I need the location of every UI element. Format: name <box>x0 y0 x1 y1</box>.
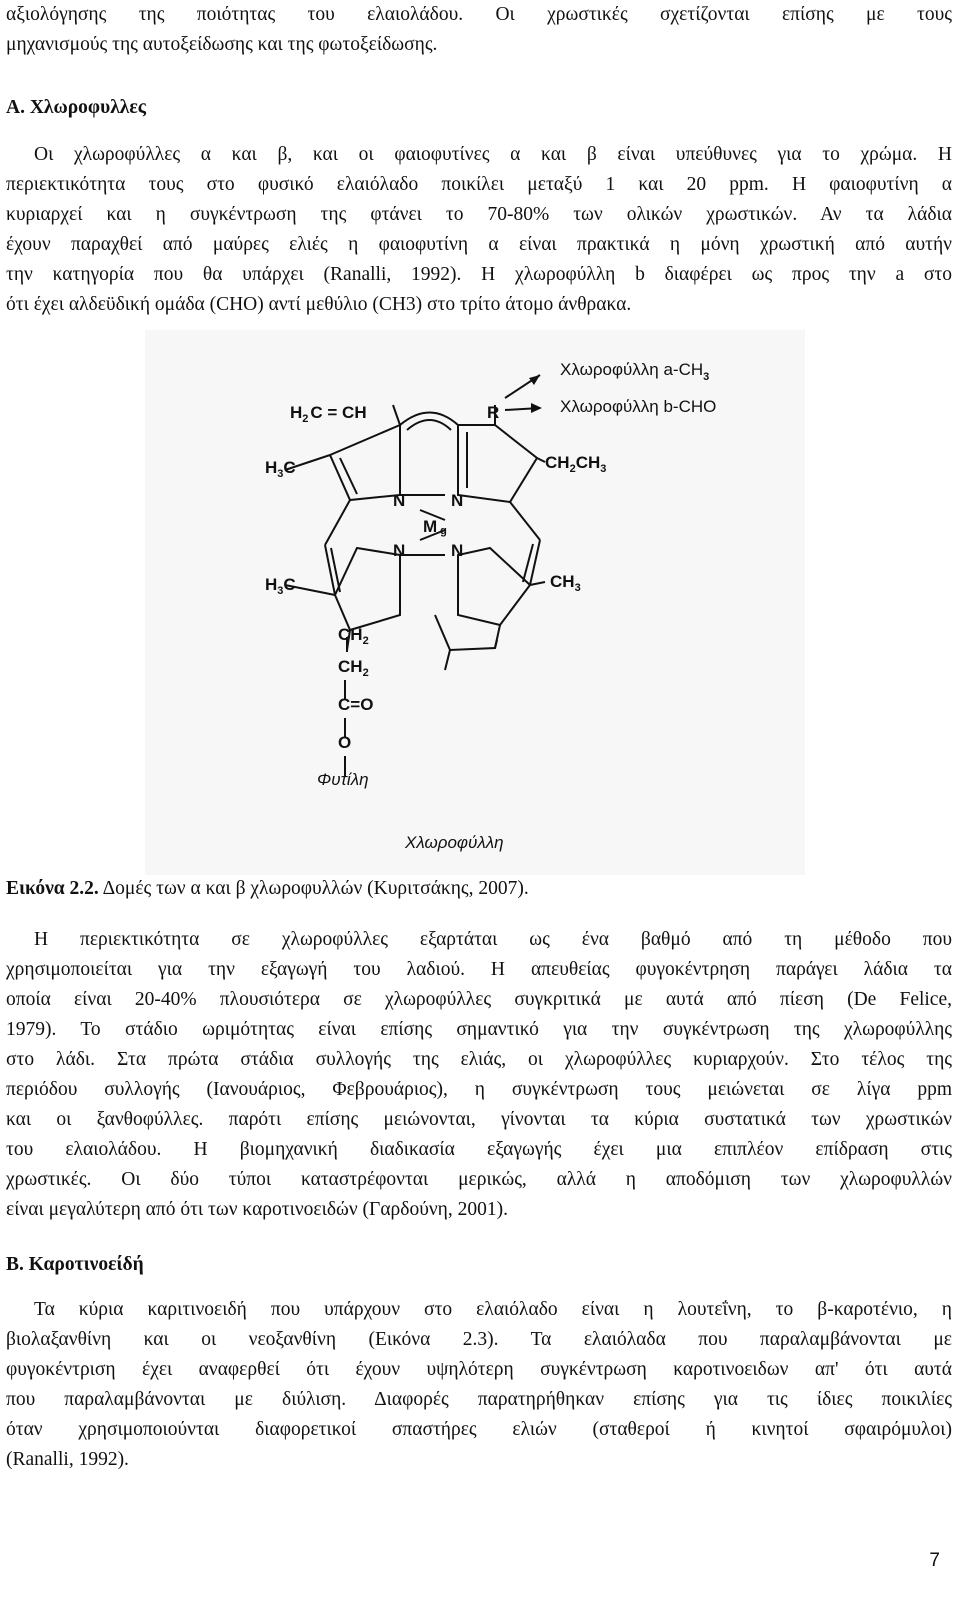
nitrogen-atom-1: N <box>393 491 406 510</box>
text-line: χρωστικές. Οι δύο τύποι καταστρέφονται μερικώς, αλλά η αποδόμιση των χλωροφυλλών <box>6 1169 952 1190</box>
ch2-group-2: $CH_2$ <box>338 657 369 679</box>
ethyl-group-label: $CH_2CH_3$ <box>545 453 607 475</box>
arrowheads <box>529 375 542 413</box>
chlorophyll-content-paragraph <box>6 925 952 1225</box>
text-line: είναι μεγαλύτερη από ότι των καροτινοειδών (Γαρδούνη, 2001). <box>6 1199 509 1220</box>
text-line: χρησιμοποιείται για την εξαγωγή του λαδιού. Η απευθείας φυγοκέντρηση παράγει λάδια τα <box>6 959 952 980</box>
caption-text: Δομές των α και β χλωροφυλλών (Κυριτσάκης, 2007). <box>98 878 529 899</box>
text-line: Οι χλωροφύλλες α και β, και οι φαιοφυτίνες α και β είναι υπεύθυνες για το χρώμα. Η <box>34 144 952 165</box>
text-line: κυριαρχεί και η συγκέντρωση της φτάνει το 70-80% των ολικών χρωστικών. Αν τα λάδια <box>6 204 952 225</box>
methyl-bottom-label: $H_3C$ <box>265 575 296 597</box>
chlorophyll-structure-diagram <box>145 330 805 875</box>
text-line: έχουν παραχθεί από μαύρες ελιές η φαιοφυτίνη α είναι πρακτικά η μόνη χρωστική από αυτήν <box>6 234 952 255</box>
section-a-heading: Α. Χλωροφυλλες <box>6 97 146 118</box>
carbonyl-group: C=O <box>338 695 374 714</box>
text-line: 1979). Το στάδιο ωριμότητας είναι επίσης σημαντικό για την συγκέντρωση της χλωροφύλλης <box>6 1019 952 1040</box>
text-line: μηχανισμούς της αυτοξείδωσης και της φωτοξείδωσης. <box>6 34 438 55</box>
text-line: βιολαξανθίνη και οι νεοξανθίνη (Εικόνα 2.3). Τα ελαιόλαδα που παραλαμβάνονται με <box>6 1329 952 1350</box>
text-line: φυγοκέντριση έχει αναφερθεί ότι έχουν υψηλότερη συγκέντρωση καροτινοειδων απ' ότι αυτά <box>6 1359 952 1380</box>
legend-chlorophyll-b: Χλωροφύλλη b-CHO <box>560 397 717 416</box>
section-b-heading: Β. Καροτινοείδή <box>6 1254 144 1275</box>
text-line: και οι ξανθοφύλλες. παρότι επίσης μειώνονται, γίνονται τα κύρια συστατικά των χρωστικών <box>6 1109 952 1130</box>
vinyl-group-label: $H_2$ C = CH <box>290 403 367 425</box>
section-a-paragraph <box>6 140 952 320</box>
ch2-group-1: $CH_2$ <box>338 625 369 647</box>
caption-label: Εικόνα 2.2. <box>6 878 99 899</box>
chlorophyll-label: Χλωροφύλλη <box>405 833 504 852</box>
nitrogen-atom-3: N <box>393 541 406 560</box>
oxygen-atom: O <box>338 733 352 752</box>
page-number: 7 <box>929 1550 940 1571</box>
text-line: οποία είναι 20-40% πλουσιότερα σε χλωροφύλλες συγκριτικά με αυτά από πίεση (De Felice, <box>6 989 952 1010</box>
text-line: την κατηγορία που θα υπάρχει (Ranalli, 1992). Η χλωροφύλλη b διαφέρει ως προς την a στο <box>6 264 952 285</box>
legend-chlorophyll-a: Χλωροφύλλη $a-CH_3$ <box>560 360 710 383</box>
text-line: στο λάδι. Στα πρώτα στάδια συλλογής της ελιάς, οι χλωροφύλλες κυριαρχούν. Στο τέλος της <box>6 1049 952 1070</box>
intro-paragraph <box>6 0 952 60</box>
molecule-bonds <box>285 375 545 776</box>
nitrogen-atom-2: N <box>451 491 464 510</box>
text-line: αξιολόγησης της ποιότητας του ελαιολάδου. Οι χρωστικές σχετίζονται επίσης με τους <box>6 4 952 25</box>
section-b-paragraph <box>6 1295 952 1475</box>
r-group-label: R <box>487 403 500 422</box>
text-line: ότι έχει αλδεϋδική ομάδα (CHO) αντί μεθύλιο (CH3) στο τρίτο άτομο άνθρακα. <box>6 294 632 315</box>
magnesium-atom: Mg <box>423 517 447 537</box>
figure-caption <box>6 878 529 900</box>
chlorophyll-structure-figure <box>145 330 805 875</box>
text-line: περιόδου συλλογής (Ιανουάριος, Φεβρουάριος), η συγκέντρωση τους μειώνεται σε λίγα ppm <box>6 1079 952 1100</box>
text-line: Τα κύρια καριτινοειδή που υπάρχουν στο ελαιόλαδο είναι η λουτεΐνη, το β-καροτένιο, η <box>34 1299 952 1320</box>
phytyl-label: Φυτίλη <box>317 770 369 789</box>
text-line: Η περιεκτικότητα σε χλωροφύλλες εξαρτάται ως ένα βαθμό από τη μέθοδο που <box>34 929 952 950</box>
text-line: (Ranalli, 1992). <box>6 1449 129 1470</box>
methyl-top-label: $H_3C$ <box>265 458 296 480</box>
text-line: του ελαιολάδου. Η βιομηχανική διαδικασία εξαγωγής έχει μια επιπλέον επίδραση στις <box>6 1139 952 1160</box>
text-line: περιεκτικότητα τους στο φυσικό ελαιόλαδο ποικίλει μεταξύ 1 και 20 ppm. Η φαιοφυτίνη α <box>6 174 952 195</box>
text-line: που παραλαμβάνονται με διύλιση. Διαφορές παρατηρήθηκαν επίσης για τις ίδιες ποικιλίες <box>6 1389 952 1410</box>
methyl-right-label: $CH_3$ <box>550 572 581 594</box>
text-line: όταν χρησιμοποιούνται διαφορετικοί σπαστήρες ελιών (σταθεροί ή κινητοί σφαιρόμυλοι) <box>6 1419 952 1440</box>
nitrogen-atom-4: N <box>451 541 464 560</box>
